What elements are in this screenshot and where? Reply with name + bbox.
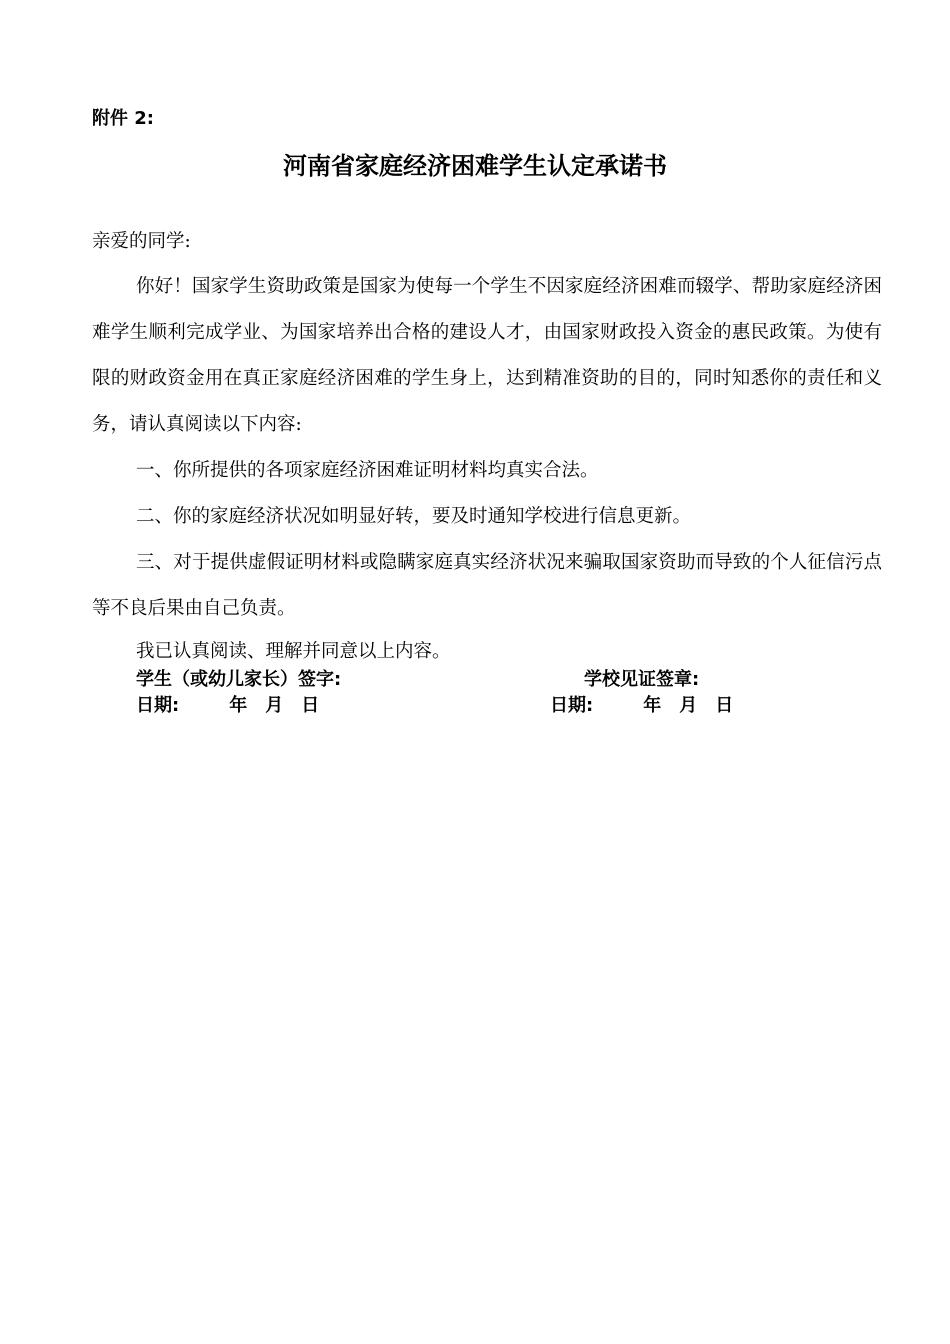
day-label: 日: [715, 695, 734, 716]
date-label: 日期:: [136, 695, 180, 716]
acknowledgement-statement: 我已认真阅读、理解并同意以上内容。: [136, 641, 451, 662]
school-seal-label: 学校见证签章:: [584, 669, 700, 690]
year-label: 年: [643, 695, 662, 716]
greeting: 亲爱的同学:: [92, 231, 191, 252]
student-date-line: [136, 691, 319, 717]
student-signature-label: 学生（或幼儿家长）签字:: [136, 669, 342, 690]
commitment-item-1: 一、你所提供的各项家庭经济困难证明材料均真实合法。: [136, 460, 599, 481]
school-date-line: [550, 691, 733, 717]
month-label: 月: [265, 695, 284, 716]
year-label: 年: [229, 695, 248, 716]
day-label: 日: [301, 695, 320, 716]
commitment-item-3: 三、对于提供虚假证明材料或隐瞒家庭真实经济状况来骗取国家资助而导致的个人征信污点等不良后果由自己负责。: [92, 552, 882, 619]
date-label: 日期:: [550, 695, 594, 716]
attachment-label: 附件 2:: [92, 108, 154, 129]
document-title: 河南省家庭经济困难学生认定承诺书: [283, 152, 667, 180]
month-label: 月: [679, 695, 698, 716]
letter-body: [92, 264, 882, 632]
commitment-item-2: 二、你的家庭经济状况如明显好转，要及时通知学校进行信息更新。: [136, 506, 692, 527]
intro-paragraph: 你好！国家学生资助政策是国家为使每一个学生不因家庭经济困难而辍学、帮助家庭经济困难学生顺利完成学业、为国家培养出合格的建设人才，由国家财政投入资金的惠民政策。为使有限的财政资金用在真正家庭经济困难的学生身上，达到精准资助的目的，同时知悉你的责任和义务，请认真阅读以下内容:: [92, 276, 882, 435]
